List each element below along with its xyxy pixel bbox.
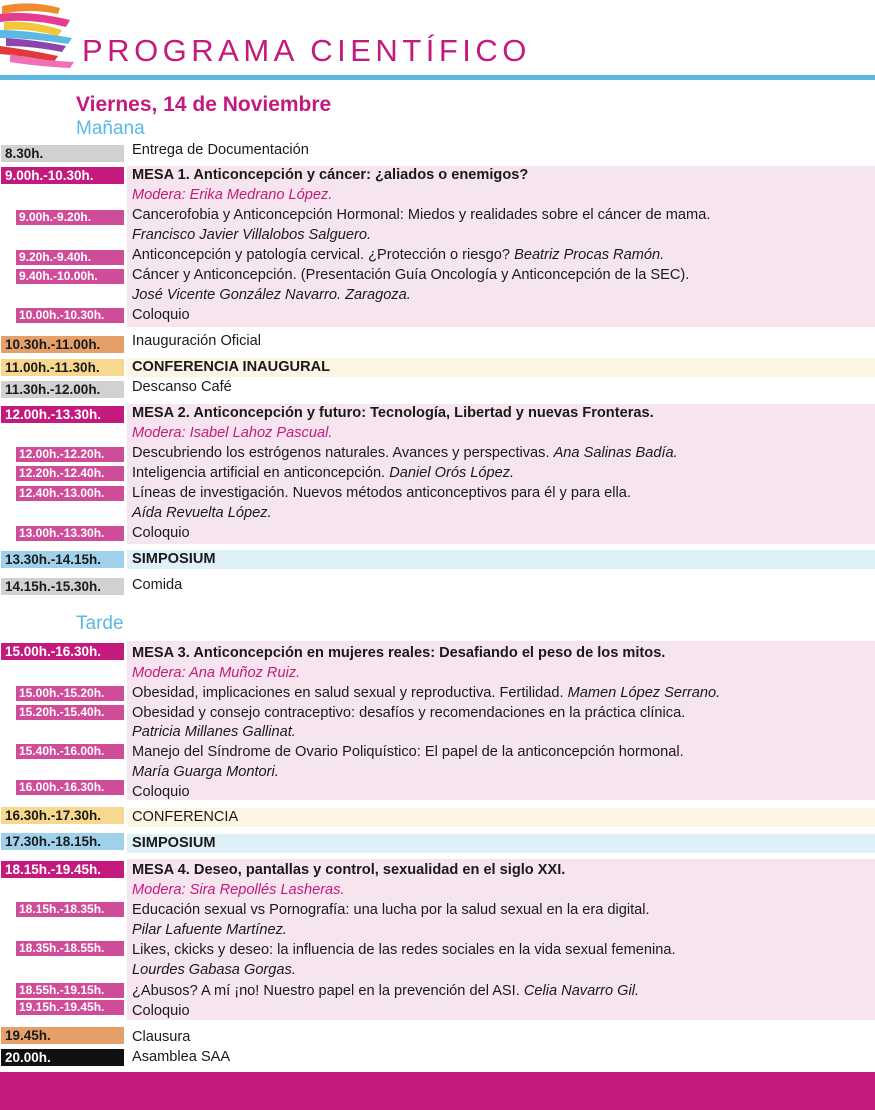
talk-title: Coloquio — [132, 525, 190, 541]
talk-line — [132, 684, 720, 703]
talk-time-tag: 19.15h.-19.45h. — [16, 1000, 124, 1015]
time-tag: 15.00h.-16.30h. — [1, 643, 124, 660]
talk-time-tag: 12.40h.-13.00h. — [16, 486, 124, 501]
mesa-1-moderator: Modera: Erika Medrano López. — [132, 187, 333, 203]
talk-time-tag: 10.00h.-10.30h. — [16, 308, 124, 323]
talk-title: Obesidad, implicaciones en salud sexual y reproductiva. Fertilidad. — [132, 685, 564, 701]
talk-title: Líneas de investigación. Nuevos métodos anticonceptivos para él y para ella. — [132, 485, 631, 501]
talk-speaker: Mamen López Serrano. — [567, 685, 721, 701]
talk-title: Cáncer y Anticoncepción. (Presentación Guía Oncología y Anticoncepción de la SEC). — [132, 267, 690, 283]
talk-title: Anticoncepción y patología cervical. ¿Protección o riesgo? — [132, 247, 511, 263]
talk-title: Inteligencia artificial en anticoncepción. — [132, 465, 386, 481]
simposium-block — [127, 834, 875, 853]
session-title: SIMPOSIUM — [132, 835, 216, 851]
talk-title: ¿Abusos? A mí ¡no! Nuestro papel en la prevención del ASI. — [132, 983, 520, 999]
mesa-1-title: MESA 1. Anticoncepción y cáncer: ¿aliados o enemigos? — [132, 167, 529, 183]
talk-time-tag: 9.40h.-10.00h. — [16, 269, 124, 284]
talk-line — [132, 982, 639, 1001]
talk-title: Coloquio — [132, 1003, 190, 1019]
talk-time-tag: 18.35h.-18.55h. — [16, 941, 124, 956]
talk-line — [132, 444, 678, 463]
talk-speaker: Francisco Javier Villalobos Salguero. — [132, 227, 372, 243]
talk-time-tag: 12.20h.-12.40h. — [16, 466, 124, 481]
time-tag: 11.00h.-11.30h. — [1, 359, 124, 376]
time-tag: 9.00h.-10.30h. — [1, 167, 124, 184]
mesa-3-title: MESA 3. Anticoncepción en mujeres reales: Desafiando el peso de los mitos. — [132, 645, 666, 661]
time-tag: 14.15h.-15.30h. — [1, 578, 124, 595]
talk-speaker: Lourdes Gabasa Gorgas. — [132, 962, 296, 978]
program-title: PROGRAMA CIENTÍFICO — [82, 33, 531, 68]
talk-speaker: Beatriz Procas Ramón. — [514, 247, 665, 263]
time-tag: 17.30h.-18.15h. — [1, 833, 124, 850]
section-title-morning: Mañana — [76, 118, 145, 139]
time-tag: 11.30h.-12.00h. — [1, 381, 124, 398]
session-title: CONFERENCIA — [132, 809, 239, 825]
time-tag: 8.30h. — [1, 145, 124, 162]
talk-time-tag: 18.55h.-19.15h. — [16, 983, 124, 998]
mesa-4-moderator: Modera: Sira Repollés Lasheras. — [132, 882, 345, 898]
talk-time-tag: 9.00h.-9.20h. — [16, 210, 124, 225]
time-tag: 12.00h.-13.30h. — [1, 406, 124, 423]
time-tag: 10.30h.-11.00h. — [1, 336, 124, 353]
session-title: SIMPOSIUM — [132, 551, 216, 567]
talk-time-tag: 15.40h.-16.00h. — [16, 744, 124, 759]
talk-title: Coloquio — [132, 307, 190, 323]
talk-title: Likes, ckicks y deseo: la influencia de las redes sociales en la vida sexual femenina. — [132, 942, 676, 958]
talk-speaker: María Guarga Montori. — [132, 764, 279, 780]
mesa-4-title: MESA 4. Deseo, pantallas y control, sexualidad en el siglo XXI. — [132, 862, 566, 878]
talk-speaker: Ana Salinas Badía. — [553, 445, 678, 461]
section-title-afternoon: Tarde — [76, 613, 124, 634]
talk-speaker: Daniel Orós López. — [389, 465, 515, 481]
talk-speaker: Celia Navarro Gil. — [523, 983, 640, 999]
mesa-2-title: MESA 2. Anticoncepción y futuro: Tecnología, Libertad y nuevas Fronteras. — [132, 405, 654, 421]
time-tag: 18.15h.-19.45h. — [1, 861, 124, 878]
talk-title: Manejo del Síndrome de Ovario Poliquístico: El papel de la anticoncepción hormonal. — [132, 744, 684, 760]
talk-speaker: Patricia Millanes Gallinat. — [132, 724, 296, 740]
session-title: Clausura — [132, 1029, 191, 1045]
talk-line — [132, 464, 514, 483]
day-title: Viernes, 14 de Noviembre — [76, 93, 332, 116]
session-title: Entrega de Documentación — [132, 142, 309, 158]
talk-title: Coloquio — [132, 784, 190, 800]
talk-title: Obesidad y consejo contraceptivo: desafíos y recomendaciones en la práctica clínica. — [132, 705, 686, 721]
conference-block — [127, 808, 875, 827]
talk-speaker: Aída Revuelta López. — [132, 505, 272, 521]
mesa-2-moderator: Modera: Isabel Lahoz Pascual. — [132, 425, 333, 441]
mesa-3-moderator: Modera: Ana Muñoz Ruiz. — [132, 665, 301, 681]
session-title: Inauguración Oficial — [132, 333, 261, 349]
session-title: Descanso Café — [132, 379, 232, 395]
header-divider — [0, 75, 875, 80]
talk-title: Cancerofobia y Anticoncepción Hormonal: Miedos y realidades sobre el cáncer de mama. — [132, 207, 711, 223]
talk-time-tag: 15.20h.-15.40h. — [16, 705, 124, 720]
talk-speaker: Pilar Lafuente Martínez. — [132, 922, 287, 938]
talk-time-tag: 12.00h.-12.20h. — [16, 447, 124, 462]
talk-time-tag: 18.15h.-18.35h. — [16, 902, 124, 917]
time-tag: 19.45h. — [1, 1027, 124, 1044]
talk-title: Educación sexual vs Pornografía: una lucha por la salud sexual en la era digital. — [132, 902, 650, 918]
talk-time-tag: 13.00h.-13.30h. — [16, 526, 124, 541]
logo-brushstrokes-icon — [0, 0, 80, 75]
simposium-block — [127, 550, 875, 569]
time-tag: 16.30h.-17.30h. — [1, 807, 124, 824]
talk-time-tag: 15.00h.-15.20h. — [16, 686, 124, 701]
talk-speaker: José Vicente González Navarro. Zaragoza. — [132, 287, 411, 303]
session-title: Asamblea SAA — [132, 1049, 231, 1065]
talk-line — [132, 246, 664, 265]
talk-time-tag: 16.00h.-16.30h. — [16, 780, 124, 795]
talk-time-tag: 9.20h.-9.40h. — [16, 250, 124, 265]
time-tag: 13.30h.-14.15h. — [1, 551, 124, 568]
talk-title: Descubriendo los estrógenos naturales. Avances y perspectivas. — [132, 445, 550, 461]
time-tag: 20.00h. — [1, 1049, 124, 1066]
session-title: Comida — [132, 577, 183, 593]
footer-bar — [0, 1072, 875, 1110]
session-title: CONFERENCIA INAUGURAL — [132, 359, 331, 375]
